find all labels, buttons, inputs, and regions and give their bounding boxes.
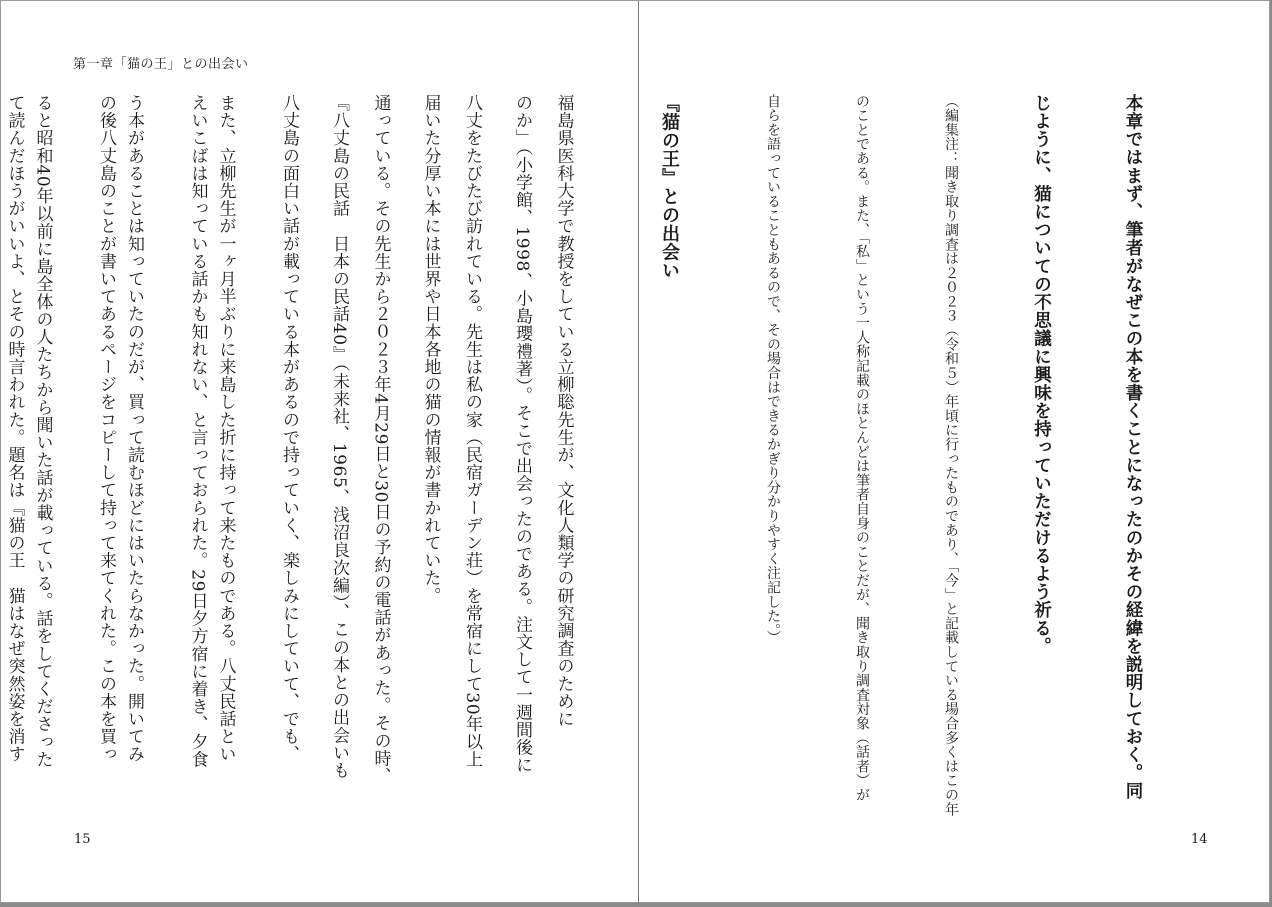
- text-line: て読んだほうがいいよ、とその時言われた。題名は『猫の王 猫はなぜ突然姿を消す: [4, 94, 25, 763]
- page-number: 15: [74, 832, 91, 847]
- intro-line: じように、猫についての不思議に興味を持っていただけるよう祈る。: [1031, 94, 1052, 656]
- running-head: 第一章「猫の王」との出会い: [73, 57, 249, 72]
- text-line: 通っている。その先生から２０２３年4月29日と30日の予約の電話があった。その時、: [370, 94, 391, 785]
- section-heading: 『猫の王』との出会い: [659, 94, 680, 280]
- page-number: 14: [1191, 832, 1208, 847]
- text-line: 八丈をたびたび訪れている。先生は私の家（民宿ガーデン荘）を常宿にして30年以上: [462, 94, 482, 769]
- text-line: えいこばは知っている話かも知れない、と言っておられた。29日夕方宿に着き、夕食: [187, 94, 208, 769]
- editor-note-line: （編集注：聞き取り調査は２０２３（令和５）年頃に行ったものであり、「今」と記載している場合多くはこの年: [943, 94, 959, 817]
- editor-note-line: のことである。また、「私」という一人称記載のほとんどは筆者自身のことだが、聞き取り調査対象（話者）が: [854, 94, 870, 802]
- text-line: ると昭和40年以前に島全体の人たちから聞いた話が載っている。話をしてくださった: [32, 94, 53, 769]
- text-line: う本があることは知っていたのだが、買って読むほどにはいたらなかった。開いてみ: [124, 94, 144, 763]
- text-line: のか」（小学館、1998、小島瓔禮著）。そこで出会ったのである。注文して一週間後に: [512, 94, 532, 774]
- text-line: 届いた分厚い本には世界や日本各地の猫の情報が書かれていた。: [420, 94, 441, 605]
- text-line: 福島県医科大学で教授をしている立柳聡先生が、文化人類学の研究調査のために: [553, 94, 574, 728]
- intro-line: 本章ではまず、筆者がなぜこの本を書くことになったのかその経緯を説明しておく。同: [1123, 94, 1143, 800]
- text-line: 八丈島の面白い話が載っている本があるので持っていく、楽しみにしていて、でも、: [279, 94, 299, 763]
- text-line: 『八丈島の民話 日本の民話40』（未来社、1965、浅沼良次編）、この本との出会いも: [329, 94, 349, 780]
- editor-note-line: 自らを語っていることもあるので、その場合はできるかぎり分かりやすく注記した。）: [765, 94, 781, 645]
- text-line: また、立柳先生が一ヶ月半ぶりに来島した折に持って来たものである。八丈民話とい: [215, 94, 236, 763]
- text-line: の後八丈島のことが書いてあるページをコピーして持って来てくれた。この本を買っ: [96, 94, 116, 763]
